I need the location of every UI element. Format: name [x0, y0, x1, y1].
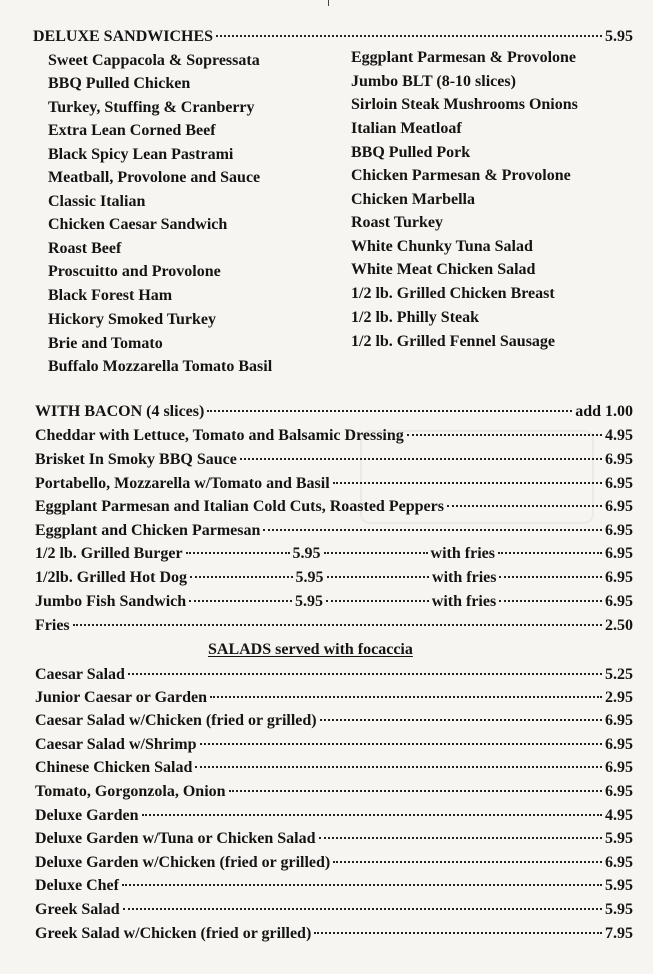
item-name: Greek Salad	[35, 901, 120, 918]
item-name: Caesar Salad w/Chicken (fried or grilled)	[35, 712, 317, 729]
sandwich-item: Italian Meatloaf	[351, 120, 462, 137]
salad-row	[35, 829, 633, 849]
leader-dots	[207, 410, 572, 412]
sandwich-item: Sweet Cappacola & Sopressata	[48, 52, 260, 69]
item-name: Deluxe Chef	[35, 877, 119, 894]
leader-dots	[499, 576, 602, 578]
leader-dots	[499, 600, 602, 602]
item-name: Caesar Salad w/Shrimp	[35, 736, 197, 753]
combo-row	[35, 568, 633, 588]
item-price: 6.95	[605, 712, 633, 729]
salad-row	[35, 876, 633, 896]
deluxe-sandwiches-title: DELUXE SANDWICHES	[33, 28, 214, 45]
item-price: 7.95	[605, 925, 633, 942]
deluxe-sandwiches-row	[33, 27, 633, 47]
item-price: 6.95	[605, 522, 633, 539]
leader-dots	[407, 434, 602, 436]
item-price: 6.95	[605, 759, 633, 776]
item-name: Eggplant Parmesan and Italian Cold Cuts, Roasted Peppers	[35, 498, 444, 515]
deluxe-sandwiches-price: 5.95	[605, 28, 633, 45]
leader-dots	[333, 482, 602, 484]
item-price: 6.95	[605, 736, 633, 753]
item-name: Greek Salad w/Chicken (fried or grilled)	[35, 925, 312, 942]
item-price: 5.25	[605, 666, 633, 683]
sandwich-item: BBQ Pulled Chicken	[48, 75, 191, 92]
salad-row	[35, 806, 633, 826]
item-price: 2.95	[605, 689, 633, 706]
leader-dots	[216, 35, 602, 37]
salad-row	[35, 853, 633, 873]
leader-dots	[210, 696, 602, 698]
item-price: 5.95	[605, 901, 633, 918]
item-name: Deluxe Garden w/Chicken (fried or grilled)	[35, 854, 331, 871]
salad-row	[35, 688, 633, 708]
leader-dots	[190, 576, 293, 578]
leader-dots	[73, 624, 602, 626]
leader-dots	[142, 814, 602, 816]
leader-dots	[122, 884, 602, 886]
sandwich-item: Black Forest Ham	[48, 287, 173, 304]
sandwich-item: Classic Italian	[48, 193, 146, 210]
sandwich-item: Chicken Marbella	[351, 191, 475, 208]
combo-with-price: 6.95	[604, 545, 633, 562]
menu-item-row	[35, 521, 633, 541]
salad-row	[35, 782, 633, 802]
item-name: Deluxe Garden	[35, 807, 139, 824]
sandwich-item: Proscuitto and Provolone	[48, 263, 221, 280]
sandwich-item: Black Spicy Lean Pastrami	[48, 146, 234, 163]
sandwich-item: Hickory Smoked Turkey	[48, 311, 217, 328]
item-name: Eggplant and Chicken Parmesan	[35, 522, 261, 539]
sandwich-item: White Chunky Tuna Salad	[351, 238, 533, 255]
page-tick-mark	[328, 0, 329, 6]
leader-dots	[333, 861, 602, 863]
sandwich-item: BBQ Pulled Pork	[351, 144, 471, 161]
leader-dots	[195, 766, 602, 768]
combo-price: 5.95	[294, 593, 323, 610]
salad-row	[35, 735, 633, 755]
menu-item-row	[35, 497, 633, 517]
combo-price: 5.95	[295, 569, 324, 586]
item-price: 6.95	[605, 451, 633, 468]
sandwich-item: 1/2 lb. Grilled Chicken Breast	[351, 285, 555, 302]
salad-row	[35, 900, 633, 920]
combo-name: 1/2lb. Grilled Hot Dog	[35, 569, 187, 586]
item-name: Caesar Salad	[35, 666, 125, 683]
sandwich-item: Chicken Caesar Sandwich	[48, 216, 228, 233]
combo-row	[35, 592, 633, 612]
combo-with-label: with fries	[430, 545, 495, 562]
item-price: 6.95	[605, 498, 633, 515]
item-price: 4.95	[605, 427, 633, 444]
item-price: 5.95	[605, 877, 633, 894]
item-price: add 1.00	[575, 403, 633, 420]
item-price: 6.95	[605, 854, 633, 871]
leader-dots	[324, 552, 428, 554]
combo-with-label: with fries	[431, 593, 497, 610]
item-name: Fries	[35, 617, 70, 634]
sandwich-item: Buffalo Mozzarella Tomato Basil	[48, 358, 273, 375]
item-price: 2.50	[605, 617, 633, 634]
leader-dots	[263, 529, 602, 531]
menu-item-row	[35, 450, 633, 470]
item-price: 6.95	[605, 783, 633, 800]
salad-row	[35, 711, 633, 731]
sandwich-item: Chicken Parmesan & Provolone	[351, 167, 571, 184]
sandwich-item: Turkey, Stuffing & Cranberry	[48, 99, 255, 116]
item-name: Chinese Chicken Salad	[35, 759, 193, 776]
combo-price: 5.95	[292, 545, 321, 562]
item-price: 4.95	[605, 807, 633, 824]
item-price: 5.95	[605, 830, 633, 847]
leader-dots	[498, 552, 602, 554]
combo-with-price: 6.95	[604, 569, 633, 586]
leader-dots	[123, 908, 602, 910]
item-name: Cheddar with Lettuce, Tomato and Balsamic Dressing	[35, 427, 404, 444]
sandwich-item: Sirloin Steak Mushrooms Onions	[351, 96, 578, 113]
salad-row	[35, 758, 633, 778]
item-name: Deluxe Garden w/Tuna or Chicken Salad	[35, 830, 316, 847]
item-name: Brisket In Smoky BBQ Sauce	[35, 451, 237, 468]
salads-heading: SALADS served with focaccia	[208, 641, 413, 658]
leader-dots	[326, 600, 429, 602]
leader-dots	[314, 932, 602, 934]
leader-dots	[229, 790, 602, 792]
sandwich-item: Roast Beef	[48, 240, 122, 257]
combo-with-label: with fries	[432, 569, 497, 586]
item-price: 6.95	[605, 475, 633, 492]
leader-dots	[186, 552, 290, 554]
leader-dots	[240, 458, 602, 460]
leader-dots	[200, 743, 602, 745]
combo-row	[35, 544, 633, 564]
combo-name: 1/2 lb. Grilled Burger	[35, 545, 183, 562]
item-name: WITH BACON (4 slices)	[35, 403, 205, 420]
menu-item-row	[35, 474, 633, 494]
sandwich-item: Eggplant Parmesan & Provolone	[351, 49, 577, 66]
leader-dots	[128, 673, 602, 675]
combo-with-price: 6.95	[605, 593, 633, 610]
sandwich-item: 1/2 lb. Philly Steak	[351, 309, 480, 326]
menu-item-row	[35, 402, 633, 422]
salad-row	[35, 665, 633, 685]
salad-row	[35, 924, 633, 944]
sandwich-item: Roast Turkey	[351, 214, 444, 231]
sandwich-item: Brie and Tomato	[48, 335, 163, 352]
leader-dots	[447, 505, 602, 507]
combo-name: Jumbo Fish Sandwich	[35, 593, 187, 610]
sandwich-item: White Meat Chicken Salad	[351, 261, 536, 278]
item-name: Portabello, Mozzarella w/Tomato and Basil	[35, 475, 330, 492]
item-name: Junior Caesar or Garden	[35, 689, 208, 706]
sandwich-item: Meatball, Provolone and Sauce	[48, 169, 261, 186]
leader-dots	[189, 600, 292, 602]
leader-dots	[327, 576, 430, 578]
menu-item-row	[35, 426, 633, 446]
leader-dots	[319, 837, 603, 839]
item-name: Tomato, Gorgonzola, Onion	[35, 783, 226, 800]
sandwich-item: 1/2 lb. Grilled Fennel Sausage	[351, 333, 556, 350]
sandwich-item: Extra Lean Corned Beef	[48, 122, 216, 139]
sandwich-item: Jumbo BLT (8-10 slices)	[351, 73, 516, 90]
fries-row	[35, 616, 633, 636]
leader-dots	[320, 719, 602, 721]
